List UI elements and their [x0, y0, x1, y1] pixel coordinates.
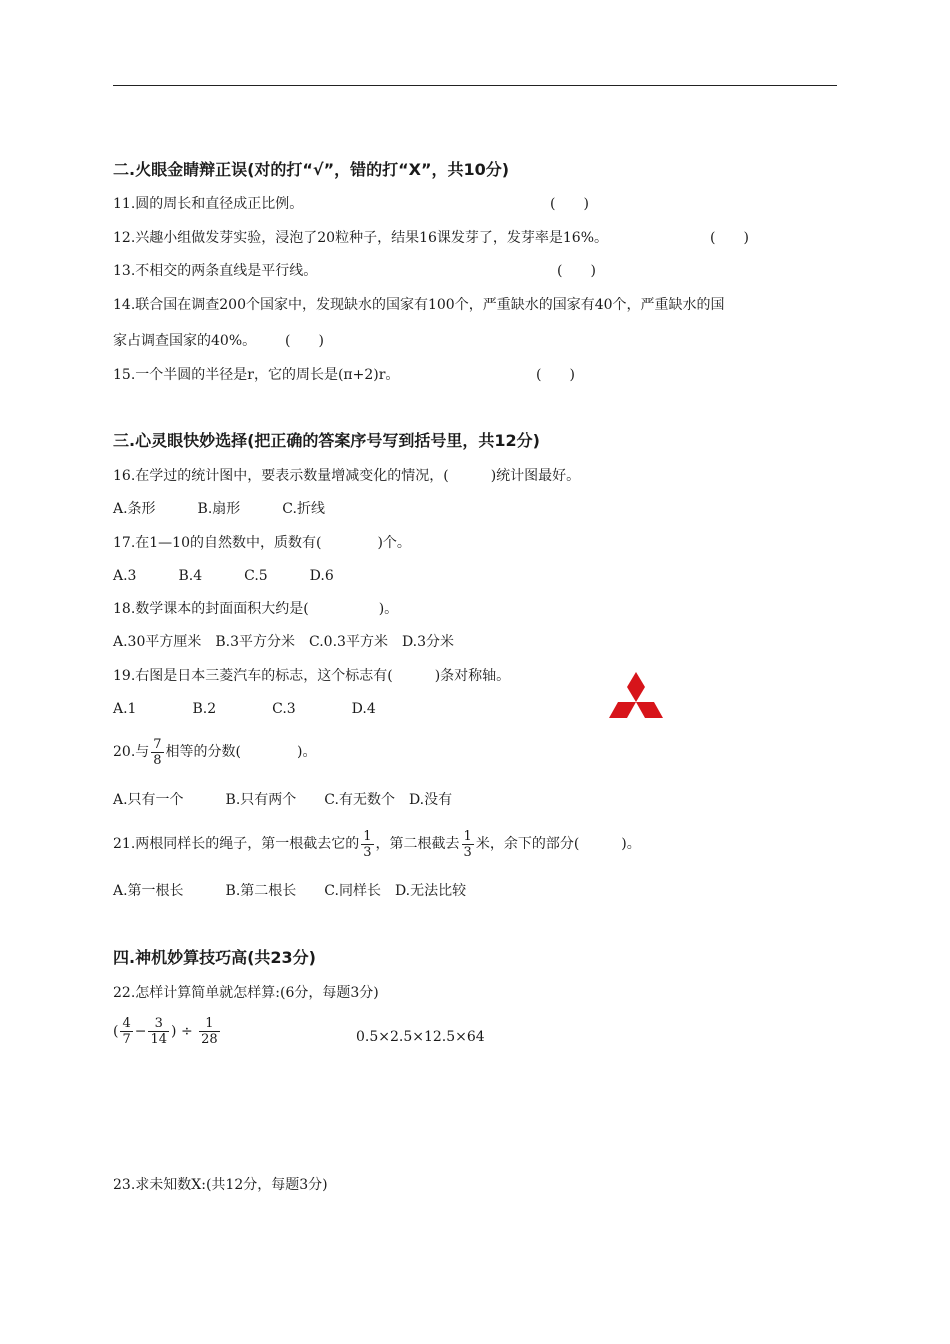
fraction-numerator: 4 [122, 1016, 131, 1031]
fraction-denominator: 3 [463, 844, 472, 860]
question-20-pre: 20.与 [113, 744, 150, 760]
answer-blank-14[interactable]: ( ) [285, 333, 324, 349]
fraction-numerator: 3 [148, 1016, 169, 1032]
question-11: 11.圆的周长和直径成正比例。 [113, 196, 304, 212]
fraction-3-14 [148, 1016, 169, 1047]
question-13: 13.不相交的两条直线是平行线。 [113, 263, 318, 279]
section3-title: 三.心灵眼快妙选择(把正确的答案序号写到括号里，共12分) [113, 431, 540, 450]
divide-sign: ÷ [180, 1023, 193, 1040]
question-21 [113, 824, 641, 864]
answer-blank-15[interactable]: ( ) [536, 367, 575, 383]
question-20-options: A.只有一个 B.只有两个 C.有无数个 D.没有 [113, 792, 453, 808]
fraction-denominator: 28 [201, 1032, 218, 1047]
answer-blank-13[interactable]: ( ) [557, 263, 596, 279]
header-rule [113, 85, 837, 86]
question-16-options: A.条形 B.扇形 C.折线 [113, 501, 325, 517]
question-21-pre: 21.两根同样长的绳子，第一根截去它的 [113, 836, 360, 852]
question-17: 17.在1—10的自然数中，质数有( )个。 [113, 535, 411, 551]
question-15: 15.一个半圆的半径是r，它的周长是(π+2)r。 [113, 367, 400, 383]
answer-blank-11[interactable]: ( ) [550, 196, 589, 212]
question-19-options: A.1 B.2 C.3 D.4 [113, 701, 376, 717]
fraction-numerator: 1 [463, 828, 472, 844]
logo-diamond-right [636, 702, 663, 718]
fraction-numerator: 1 [199, 1016, 220, 1032]
question-20-post: 相等的分数( )。 [165, 744, 317, 760]
fraction-7-8 [151, 737, 163, 768]
fraction-denominator: 14 [150, 1032, 168, 1047]
logo-diamond-top [627, 672, 645, 702]
expression-1 [113, 1016, 222, 1047]
paren-close: ) [171, 1023, 177, 1040]
question-16: 16.在学过的统计图中，要表示数量增减变化的情况，( )统计图最好。 [113, 468, 581, 484]
question-18: 18.数学课本的封面面积大约是( )。 [113, 601, 399, 617]
fraction-1-3-a [361, 829, 373, 860]
fraction-denominator: 7 [122, 1032, 131, 1047]
minus-sign: − [134, 1023, 147, 1040]
question-21-options: A.第一根长 B.第二根长 C.同样长 D.无法比较 [113, 883, 467, 899]
paren-open: ( [113, 1023, 119, 1040]
logo-diamond-left [609, 702, 636, 718]
question-19: 19.右图是日本三菱汽车的标志，这个标志有( )条对称轴。 [113, 668, 511, 684]
answer-blank-12[interactable]: ( ) [710, 230, 749, 246]
fraction-numerator: 1 [363, 828, 372, 844]
fraction-denominator: 3 [363, 844, 372, 860]
expression-2: 0.5×2.5×12.5×64 [356, 1029, 485, 1045]
section4-title: 四.神机妙算技巧高(共23分) [113, 948, 316, 967]
fraction-numerator: 7 [153, 736, 162, 752]
fraction-denominator: 8 [153, 752, 162, 768]
fraction-4-7 [120, 1016, 132, 1047]
question-12: 12.兴趣小组做发芽实验，浸泡了20粒种子，结果16课发芽了，发芽率是16%。 [113, 230, 609, 246]
question-22: 22.怎样计算简单就怎样算:(6分，每题3分) [113, 985, 379, 1001]
question-21-mid: ，第二根截去 [375, 836, 460, 852]
fraction-1-3-b [462, 829, 474, 860]
question-21-post: 米，余下的部分( )。 [475, 836, 641, 852]
fraction-1-28 [199, 1016, 220, 1047]
question-20 [113, 732, 316, 772]
question-14-line1: 14.联合国在调查200个国家中，发现缺水的国家有100个，严重缺水的国家有40个，严重缺水的国 [113, 297, 725, 313]
section2-title: 二.火眼金睛辩正误(对的打“√”，错的打“X”，共10分) [113, 160, 510, 179]
question-18-options: A.30平方厘米 B.3平方分米 C.0.3平方米 D.3分米 [113, 634, 455, 650]
question-23: 23.求未知数X:(共12分，每题3分) [113, 1177, 328, 1193]
mitsubishi-logo-icon [600, 672, 672, 734]
question-14-line2: 家占调查国家的40%。 [113, 333, 257, 349]
question-17-options: A.3 B.4 C.5 D.6 [113, 568, 334, 584]
